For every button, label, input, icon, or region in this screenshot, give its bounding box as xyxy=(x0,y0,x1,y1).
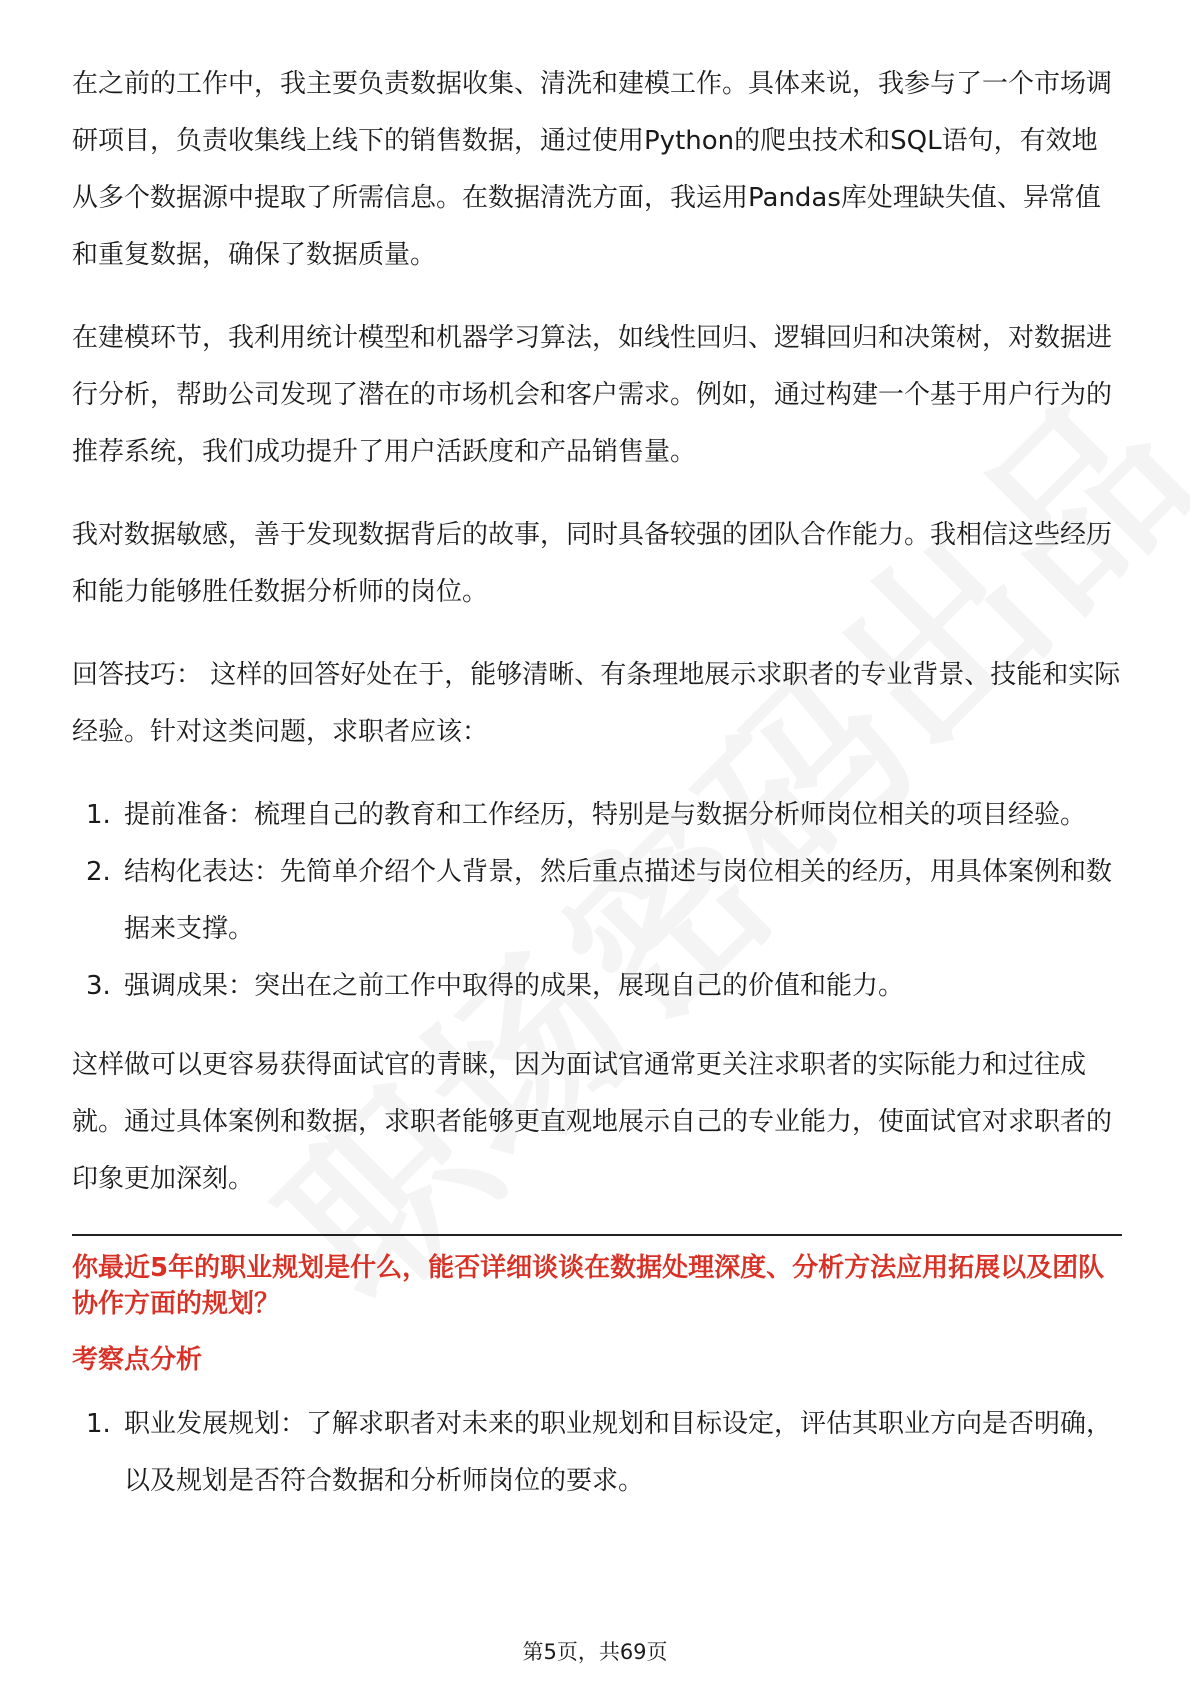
list-item-number: 2. xyxy=(86,857,111,887)
section-divider xyxy=(72,1234,1122,1236)
list-item-text: 结构化表达：先简单介绍个人背景，然后重点描述与岗位相关的经历，用具体案例和数据来支撑。 xyxy=(124,857,1113,944)
page-footer: 第5页，共69页 xyxy=(522,1640,668,1664)
document-body xyxy=(72,56,1122,1532)
analysis-list xyxy=(72,1396,1122,1510)
list-item-number: 1. xyxy=(86,800,111,830)
list-item-number: 1. xyxy=(86,1409,111,1439)
list-item-text: 强调成果：突出在之前工作中取得的成果，展现自己的价值和能力。 xyxy=(124,971,905,1001)
answer-tips-intro: 回答技巧： 这样的回答好处在于，能够清晰、有条理地展示求职者的专业背景、技能和实际经验。针对这类问题，求职者应该： xyxy=(72,660,1121,747)
list-item xyxy=(72,958,1122,1015)
tips-list xyxy=(72,787,1122,1015)
list-item-text: 提前准备：梳理自己的教育和工作经历，特别是与数据分析师岗位相关的项目经验。 xyxy=(124,800,1087,830)
list-item-number: 3. xyxy=(86,971,111,1001)
answer-paragraph-3: 我对数据敏感，善于发现数据背后的故事，同时具备较强的团队合作能力。我相信这些经历和能力能够胜任数据分析师的岗位。 xyxy=(72,520,1113,607)
answer-paragraph-2: 在建模环节，我利用统计模型和机器学习算法，如线性回归、逻辑回归和决策树，对数据进行分析，帮助公司发现了潜在的市场机会和客户需求。例如，通过构建一个基于用户行为的推荐系统，我们成功提升了用户活跃度和产品销售量。 xyxy=(72,323,1113,467)
list-item xyxy=(72,844,1122,958)
list-item-text: 职业发展规划：了解求职者对未来的职业规划和目标设定，评估其职业方向是否明确，以及规划是否符合数据和分析师岗位的要求。 xyxy=(124,1409,1113,1496)
question-heading: 你最近5年的职业规划是什么，能否详细谈谈在数据处理深度、分析方法应用拓展以及团队协作方面的规划？ xyxy=(72,1253,1105,1319)
answer-paragraph-1: 在之前的工作中，我主要负责数据收集、清洗和建模工作。具体来说，我参与了一个市场调研项目，负责收集线上线下的销售数据，通过使用Python的爬虫技术和SQL语句，有效地从多个数据源中提取了所需信息。在数据清洗方面，我运用Pandas库处理缺失值、异常值和重复数据，确保了数据质量。 xyxy=(72,69,1113,270)
closing-paragraph: 这样做可以更容易获得面试官的青睐，因为面试官通常更关注求职者的实际能力和过往成就。通过具体案例和数据，求职者能够更直观地展示自己的专业能力，使面试官对求职者的印象更加深刻。 xyxy=(72,1050,1113,1194)
list-item xyxy=(72,1396,1122,1510)
list-item xyxy=(72,787,1122,844)
section-title: 考察点分析 xyxy=(72,1345,203,1375)
